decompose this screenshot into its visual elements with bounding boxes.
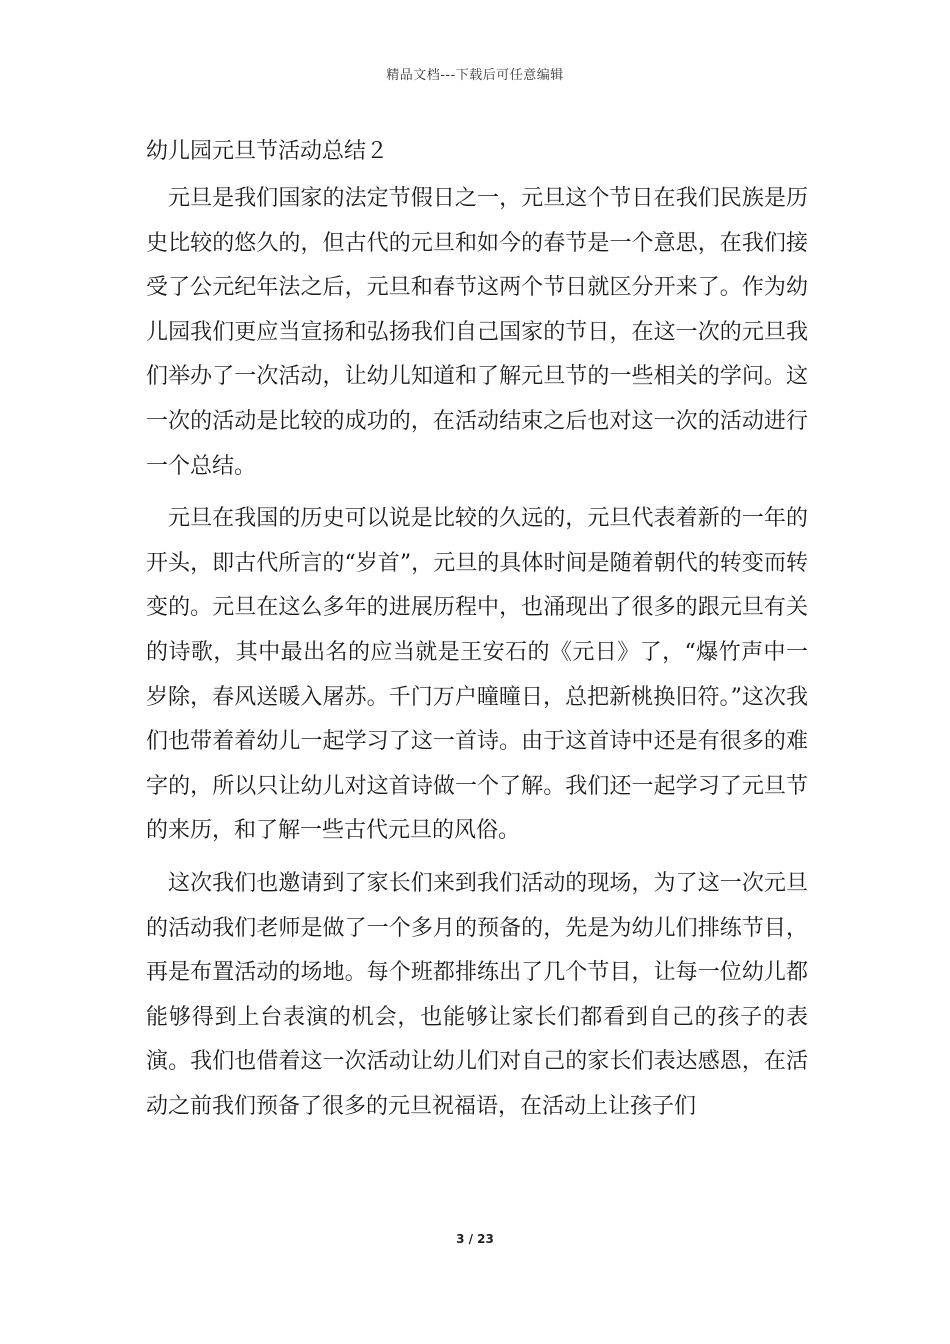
page-header: 精品文档---下载后可任意编辑 [386, 68, 564, 83]
document-title: 幼儿园元旦节活动总结２ [146, 139, 389, 164]
document-body [146, 132, 808, 1129]
page-number: 3 / 23 [456, 1232, 494, 1246]
paragraph-3: 这次我们也邀请到了家长们来到我们活动的现场，为了这一次元旦的活动我们老师是做了一个多月的预备的，先是为幼儿们排练节目，再是布置活动的场地。每个班都排练出了几个节目，让每一位幼儿都能够得到上台表演的机会，也能够让家长们都看到自己的孩子的表演。我们也借着这一次活动让幼儿们对自己的家长们表达感恩，在活动之前我们预备了很多的元旦祝福语，在活动上让孩子们 [146, 870, 808, 1119]
paragraph-2: 元旦在我国的历史可以说是比较的久远的，元旦代表着新的一年的开头，即古代所言的“岁首”，元旦的具体时间是随着朝代的转变而转变的。元旦在这么多年的进展历程中，也涌现出了很多的跟元旦有关的诗歌，其中最出名的应当就是王安石的《元日》了，“爆竹声中一岁除，春风送暖入屠苏。千门万户曈曈日，总把新桃换旧符。”这次我们也带着着幼儿一起学习了这一首诗。由于这首诗中还是有很多的难字的，所以只让幼儿对这首诗做一个了解。我们还一起学习了元旦节的来历，和了解一些古代元旦的风俗。 [146, 506, 808, 844]
paragraph-1: 元旦是我们国家的法定节假日之一，元旦这个节日在我们民族是历史比较的悠久的，但古代的元旦和如今的春节是一个意思，在我们接受了公元纪年法之后，元旦和春节这两个节日就区分开来了。作为幼儿园我们更应当宣扬和弘扬我们自己国家的节日，在这一次的元旦我们举办了一次活动，让幼儿知道和了解元旦节的一些相关的学问。这一次的活动是比较的成功的，在活动结束之后也对这一次的活动进行一个总结。 [146, 186, 808, 479]
